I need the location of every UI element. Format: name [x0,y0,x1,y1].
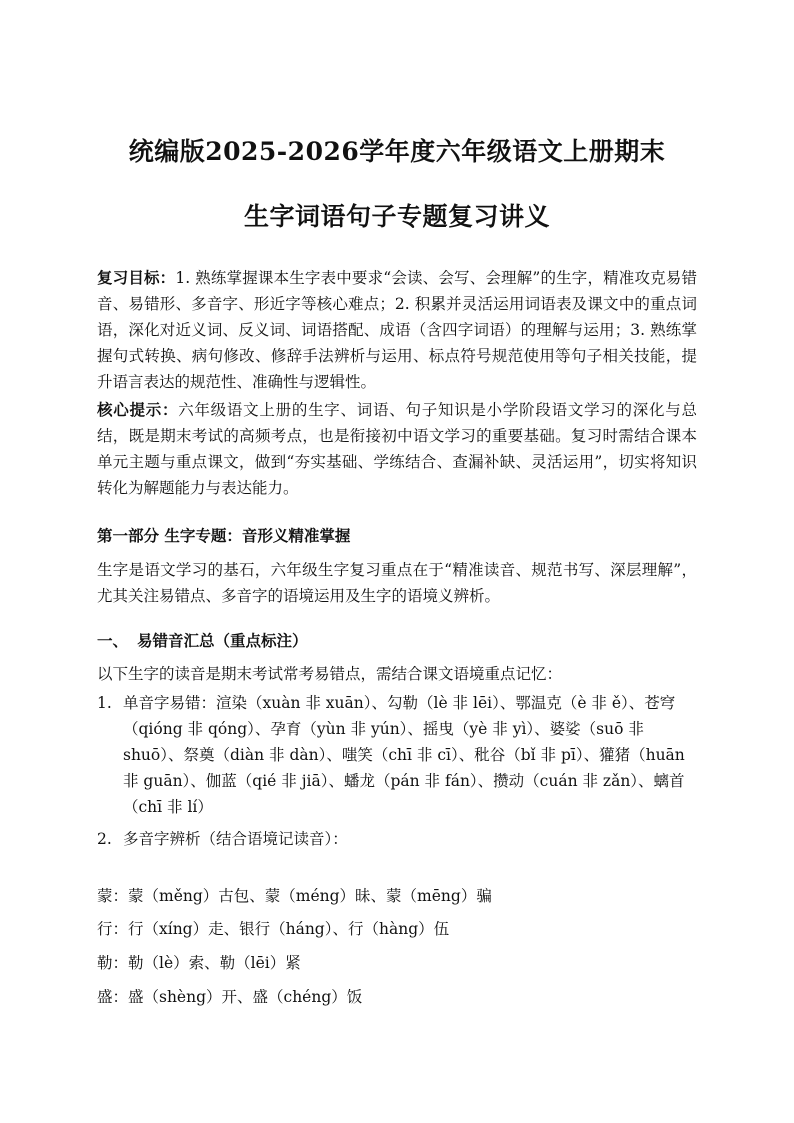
part1-heading: 第一部分 生字专题：音形义精准掌握 [97,526,351,545]
review-goals-paragraph [97,265,697,395]
core-tip-label: 核心提示： [97,400,179,419]
section1-heading [97,629,308,651]
section1-intro: 以下生字的读音是期末考试常考易错点，需结合课文语境重点记忆： [97,665,563,683]
list-item-number: 1. [97,694,112,712]
polyphone-entry: 行：行（xíng）走、银行（háng）、行（hàng）伍 [97,920,450,938]
polyphone-entry: 盛：盛（shèng）开、盛（chéng）饭 [97,988,363,1006]
review-goals-text: 1. 熟练掌握课本生字表中要求“会读、会写、会理解”的生字，精准攻克易错音、易错形、多音字、形近字等核心难点；2. 积累并灵活运用词语表及课文中的重点词语，深化对近义词、反义词、词语搭配、成语（含四字词语）的理解与运用；3. 熟练掌握句式转换、病句修改、修辞手法辨析与运用、标点符号规范使用等句子相关技能，提升语言表达的规范性、准确性与逻辑性。 [97,269,697,391]
document-title-line2: 生字词语句子专题复习讲义 [243,202,550,231]
part1-intro-paragraph: 生字是语文学习的基石，六年级生字复习重点在于“精准读音、规范书写、深层理解”，尤其关注易错点、多音字的语境运用及生字的语境义辨析。 [97,561,697,605]
list-item-number: 2. [97,830,112,848]
list-item-text: 单音字易错：渲染（xuàn 非 xuān）、勾勒（lè 非 lēi）、鄂温克（è 非 ě）、苍穹（qióng 非 qóng）、孕育（yùn 非 yún）、摇曳（yè 非 yì）、婆娑（suō 非 shuō）、祭奠（diàn 非 dàn）、嗤笑（chī 非 cī）、秕谷（bǐ 非 pī）、獾猪（huān 非 guān）、伽蓝（qié 非 jiā）、蟠龙（pán 非 fán）、攒动（cuán 非 zǎn）、螭首（chī 非 lí） [123,694,685,816]
core-tip-text: 六年级语文上册的生字、词语、句子知识是小学阶段语文学习的深化与总结，既是期末考试的高频考点，也是衔接初中语文学习的重要基础。复习时需结合课本单元主题与重点课文，做到“夯实基础、学练结合、查漏补缺、灵活运用”，切实将知识转化为解题能力与表达能力。 [97,401,697,497]
core-tip-paragraph [97,397,697,501]
document-title-line1: 统编版2025-2026学年度六年级语文上册期末 [128,137,666,166]
polyphone-entry: 蒙：蒙（měng）古包、蒙（méng）昧、蒙（mēng）骗 [97,887,492,905]
section1-title: 易错音汇总（重点标注） [137,631,308,650]
review-goals-label: 复习目标： [97,268,176,287]
section1-number: 一、 [97,631,129,650]
polyphone-entry: 勒：勒（lè）索、勒（lēi）紧 [97,954,301,972]
list-item [97,826,697,852]
list-item-text: 多音字辨析（结合语境记读音）： [123,830,348,848]
list-item [97,690,697,820]
